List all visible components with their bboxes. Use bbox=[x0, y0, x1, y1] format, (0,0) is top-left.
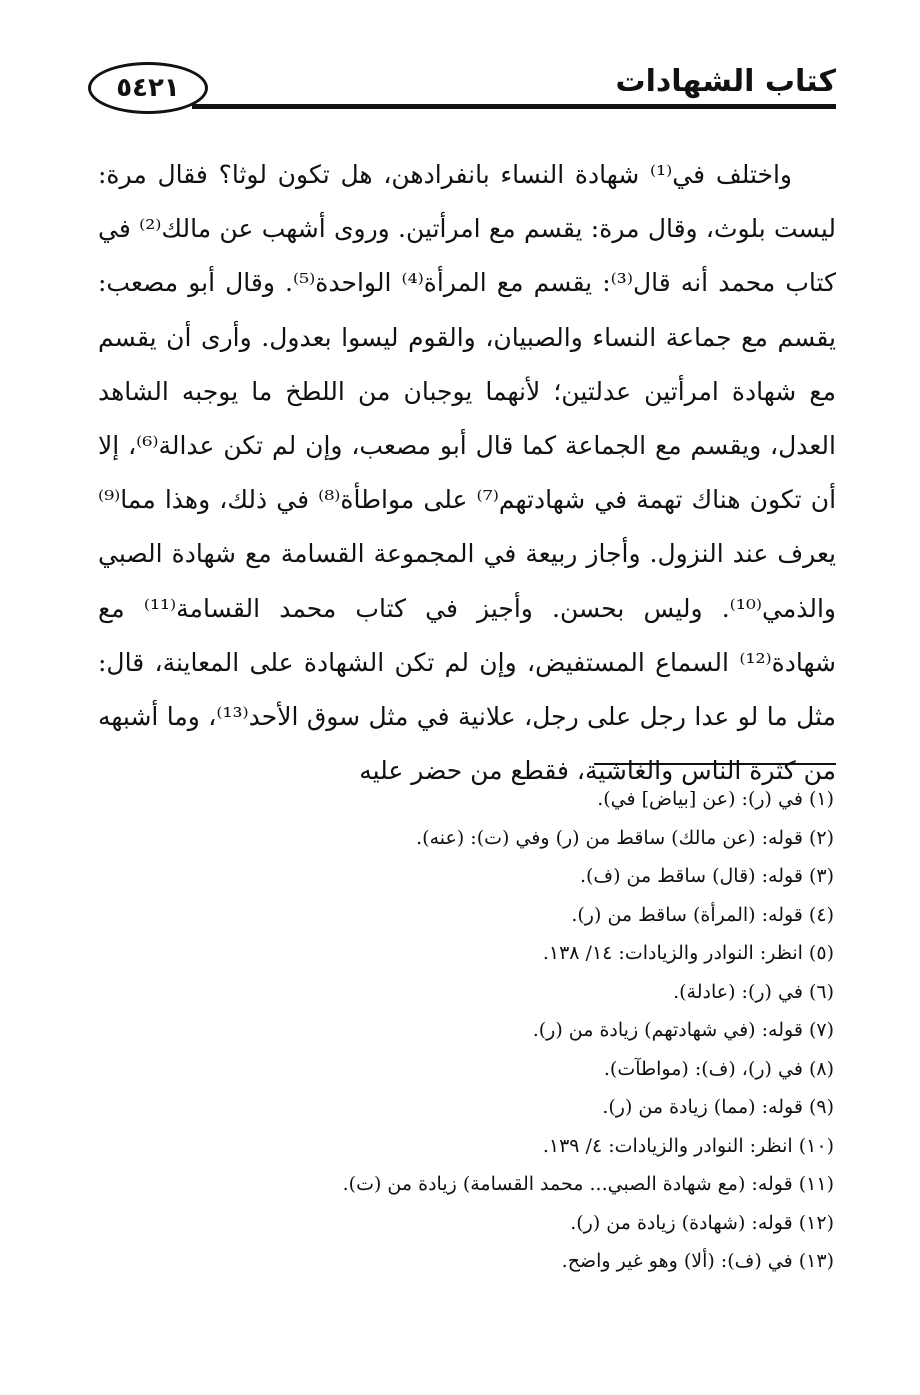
header-rule bbox=[192, 104, 836, 109]
page-number-frame bbox=[88, 62, 208, 114]
footnote-3: (٣) قوله: (قال) ساقط من (ف). bbox=[579, 865, 834, 887]
book-title: كتاب الشهادات bbox=[605, 64, 836, 100]
footnote-4: (٤) قوله: (المرأة) ساقط من (ر). bbox=[571, 903, 834, 926]
page-header bbox=[88, 62, 836, 122]
footnote-9: (٩) قوله: (مما) زيادة من (ر). bbox=[602, 1096, 834, 1118]
body-paragraph: واختلف في⁽¹⁾ شهادة النساء بانفرادهن، هل تكون لوثا؟ فقال مرة: ليست بلوث، وقال مرة: يقسم مع امرأتين. وروى أشهب عن مالك⁽²⁾ في كتاب محمد أنه قال⁽³⁾: يقسم مع المرأة⁽⁴⁾ الواحدة⁽⁵⁾. وقال أبو مصعب: يقسم مع جماعة النساء والصبيان، والقوم ليسوا بعدول. وأرى أن يقسم مع شهادة امرأتين عدلتين؛ لأنهما يوجبان من اللطخ ما يوجبه الشاهد العدل، ويقسم مع الجماعة كما قال أبو مصعب، وإن لم تكن عدالة⁽⁶⁾، إلا أن تكون هناك تهمة في شهادتهم⁽⁷⁾ على مواطأة⁽⁸⁾ في ذلك، وهذا مما⁽⁹⁾ يعرف عند النزول. وأجاز ربيعة في المجموعة القسامة مع شهادة الصبي والذمي⁽¹⁰⁾. وليس بحسن. وأجيز في كتاب محمد القسامة⁽¹¹⁾ مع شهادة⁽¹²⁾ السماع المستفيض، وإن لم تكن الشهادة على المعاينة، قال: مثل ما لو عدا رجل على رجل، علانية في مثل سوق الأحد⁽¹³⁾، وما أشبهه من كثرة الناس والغاشية، فقطع من حضر عليه bbox=[98, 160, 837, 786]
page-number: ٥٤٢١ bbox=[116, 73, 180, 103]
footnote-2: (٢) قوله: (عن مالك) ساقط من (ر) وفي (ت): (عنه). bbox=[416, 826, 834, 849]
footnote-7: (٧) قوله: (في شهادتهم) زيادة من (ر). bbox=[532, 1019, 834, 1041]
footnote-12: (١٢) قوله: (شهادة) زيادة من (ر). bbox=[570, 1211, 834, 1234]
footnote-13: (١٣) في (ف): (ألا) وهو غير واضح. bbox=[561, 1250, 834, 1272]
footnote-5: (٥) انظر: النوادر والزيادات: ١٤/ ١٣٨. bbox=[542, 942, 834, 964]
footnotes-list bbox=[94, 780, 834, 1281]
footnote-10: (١٠) انظر: النوادر والزيادات: ٤/ ١٣٩. bbox=[542, 1134, 834, 1157]
footnote-rule bbox=[594, 763, 836, 765]
footnote-6: (٦) في (ر): (عادلة). bbox=[673, 980, 834, 1003]
footnote-11: (١١) قوله: (مع شهادة الصبي... محمد القسامة) زيادة من (ت). bbox=[342, 1173, 834, 1195]
main-text bbox=[98, 148, 836, 798]
footnote-8: (٨) في (ر)، (ف): (مواطآت). bbox=[603, 1057, 834, 1080]
footnote-1: (١) في (ر): (عن [بياض] في). bbox=[597, 788, 834, 810]
